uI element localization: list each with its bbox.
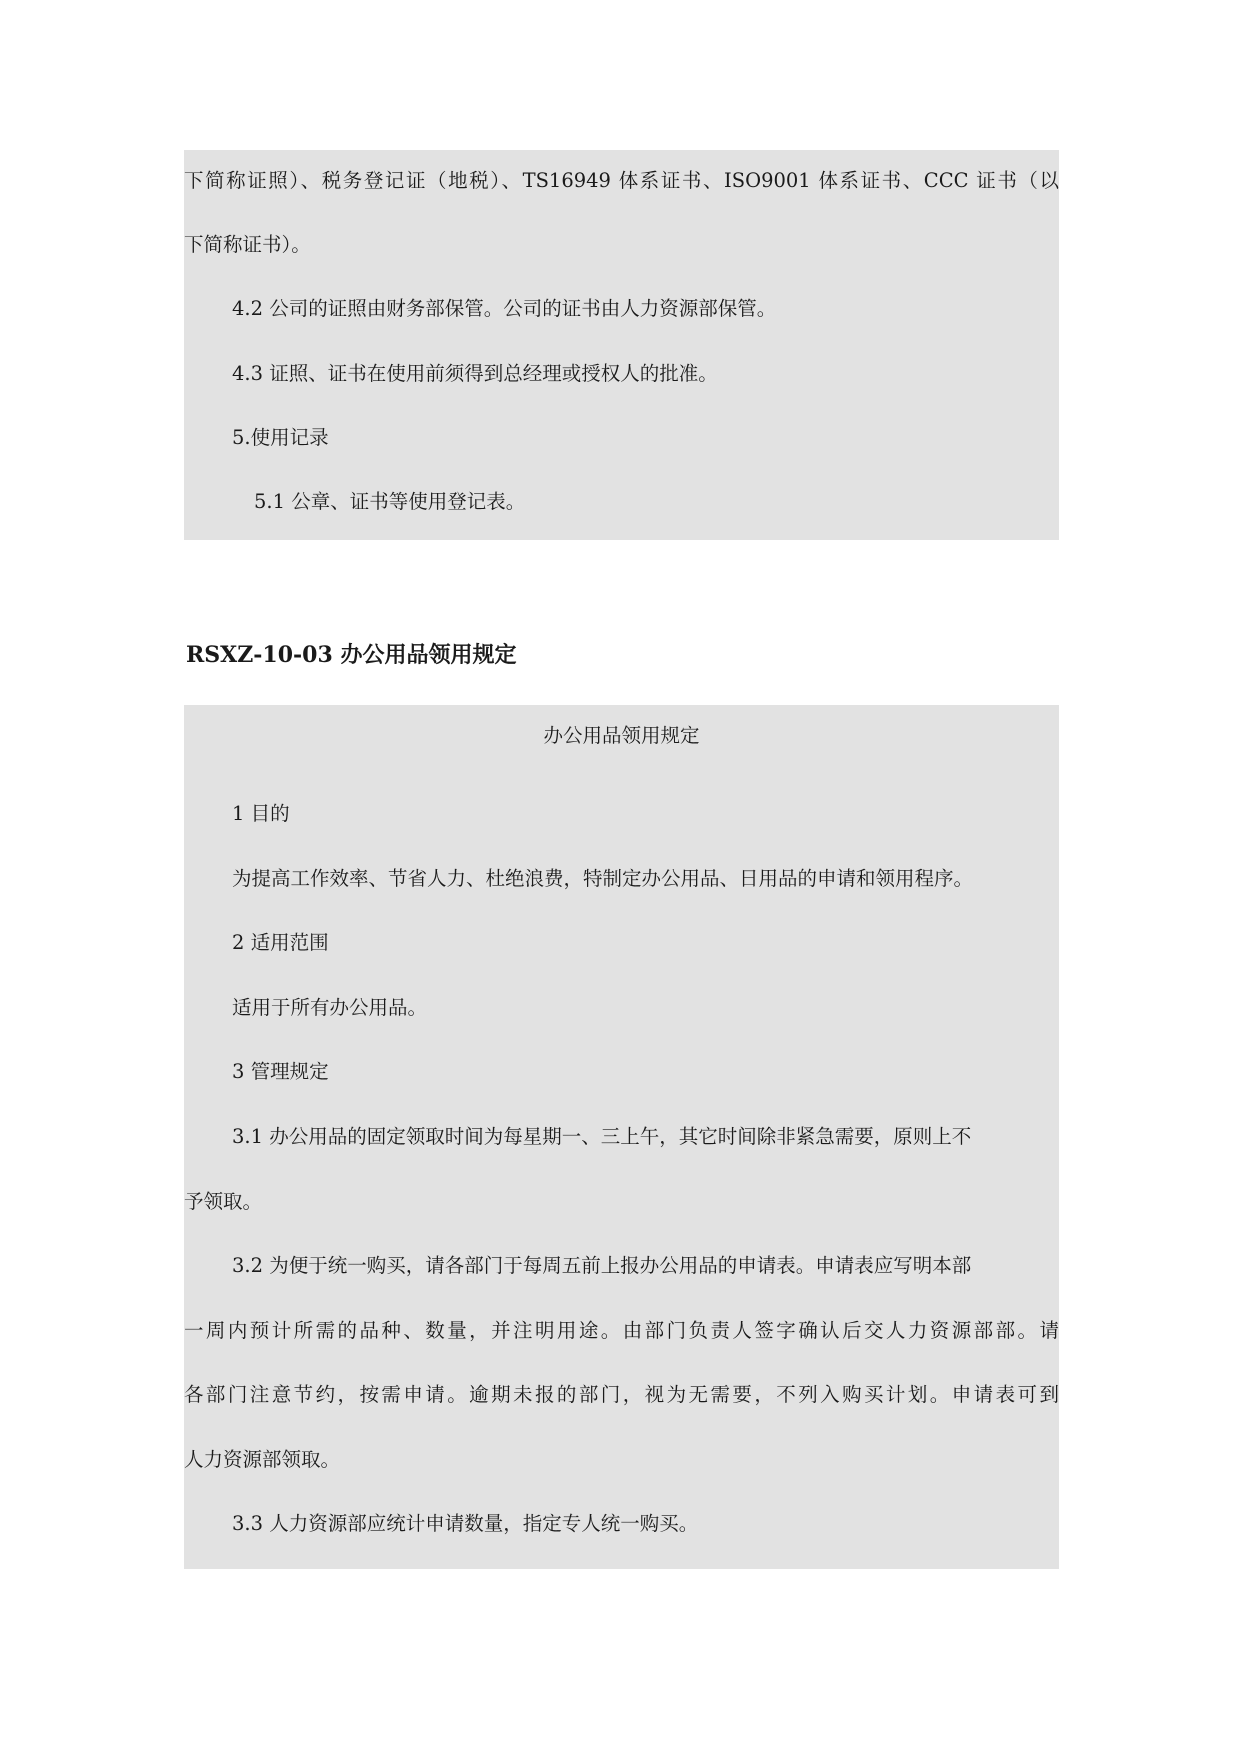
clause-3-2: 3.2 为便于统一购买，请各部门于每周五前上报办公用品的申请表。申请表应写明本部 [232, 1254, 972, 1277]
clause-3-1: 3.1 办公用品的固定领取时间为每星期一、三上午，其它时间除非紧急需要，原则上不 [232, 1125, 972, 1148]
document-section-certificates [184, 150, 1059, 540]
clause-2-body: 适用于所有办公用品。 [232, 996, 428, 1019]
clause-4-2: 4.2 公司的证照由财务部保管。公司的证书由人力资源部保管。 [232, 297, 777, 320]
clause-1-title: 1 目的 [232, 802, 290, 825]
clause-3-title: 3 管理规定 [232, 1060, 329, 1083]
section-title: 办公用品领用规定 [543, 724, 700, 747]
clause-4-3: 4.3 证照、证书在使用前须得到总经理或授权人的批准。 [232, 362, 718, 385]
paragraph-line: 各部门注意节约，按需申请。逾期未报的部门，视为无需要，不列入购买计划。申请表可到 [184, 1383, 1059, 1406]
clause-1-body: 为提高工作效率、节省人力、杜绝浪费，特制定办公用品、日用品的申请和领用程序。 [232, 867, 974, 890]
clause-2-title: 2 适用范围 [232, 931, 329, 954]
clause-3-3: 3.3 人力资源部应统计申请数量，指定专人统一购买。 [232, 1512, 699, 1535]
paragraph-line: 下简称证书）。 [184, 233, 311, 256]
section-5-title: 5.使用记录 [232, 426, 329, 449]
paragraph-line: 予领取。 [184, 1190, 263, 1213]
regulation-heading: RSXZ-10-03 办公用品领用规定 [186, 642, 517, 668]
paragraph-line: 下简称证照）、税务登记证（地税）、TS16949 体系证书、ISO9001 体系证书、CCC 证书（以 [184, 169, 1059, 192]
paragraph-line: 一周内预计所需的品种、数量，并注明用途。由部门负责人签字确认后交人力资源部部。请 [184, 1319, 1059, 1342]
document-section-office-supplies [184, 705, 1059, 1569]
clause-5-1: 5.1 公章、证书等使用登记表。 [254, 490, 526, 513]
paragraph-line: 人力资源部领取。 [184, 1448, 341, 1471]
